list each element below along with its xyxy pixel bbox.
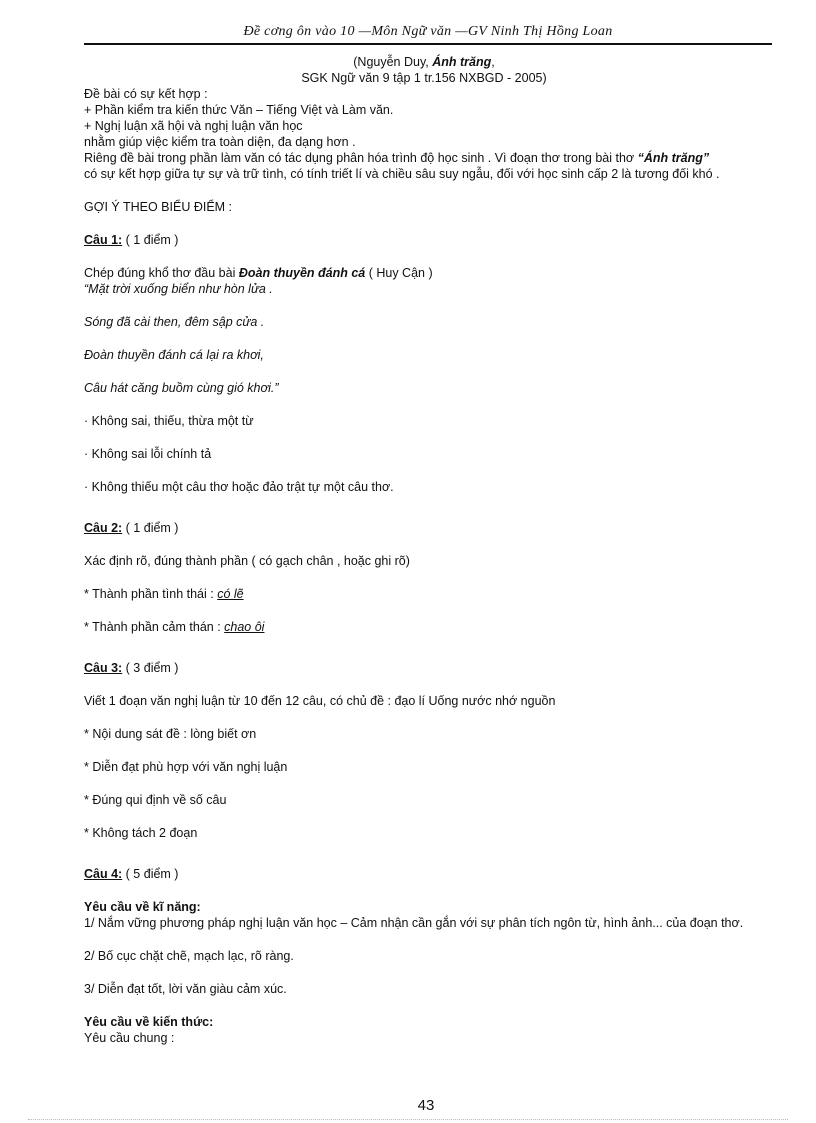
intro-note-suffix: có sự kết hợp giữa tự sự và trữ tình, có tính triết lí và chiều sâu suy ngẫu, đối với học sinh cấp 2 là tương đối khó . (84, 167, 720, 181)
citation-title: Ánh trăng (432, 55, 492, 69)
poem-line: Câu hát căng buồm cùng gió khơi.” (84, 381, 279, 395)
q3-heading (84, 660, 764, 676)
q3-criterion: * Không tách 2 đoạn (84, 826, 198, 840)
q1-task-title: Đoàn thuyền đánh cá (238, 266, 366, 280)
q3-criterion: * Nội dung sát đề : lòng biết ơn (84, 727, 257, 741)
poem-line: Sóng đã cài then, đêm sập cửa . (84, 315, 265, 329)
footer-divider (28, 1119, 788, 1120)
q4-knowledge-heading: Yêu cầu về kiến thức: (84, 1015, 214, 1029)
citation-open: (Nguyễn Duy, (353, 55, 433, 69)
q2-item-label: * Thành phần tình thái : (84, 587, 218, 601)
poem-line: “Mặt trời xuống biển như hòn lửa . (84, 282, 273, 296)
q4-skill: 3/ Diễn đạt tốt, lời văn giàu cảm xúc. (84, 982, 287, 996)
citation-source: SGK Ngữ văn 9 tập 1 tr.156 NXBGD - 2005) (301, 71, 547, 85)
q1-score: ( 1 điểm ) (122, 233, 179, 247)
q1-task-prefix: Chép đúng khổ thơ đầu bài (84, 266, 239, 280)
q2-heading (84, 520, 764, 536)
guide-heading: GỢI Ý THEO BIỂU ĐIỂM : (84, 200, 233, 214)
q2-item (84, 586, 764, 602)
q3-score: ( 3 điểm ) (122, 661, 179, 675)
q1-task-suffix: ( Huy Cận ) (365, 266, 433, 280)
intro-note-title: “Ánh trăng” (637, 151, 710, 165)
q4-knowledge-general: Yêu cầu chung : (84, 1031, 175, 1045)
header-divider (84, 43, 772, 45)
citation (84, 54, 764, 86)
page-number: 43 (417, 1097, 435, 1114)
intro (84, 86, 764, 182)
q4-heading (84, 866, 764, 882)
q2-item-label: * Thành phần cảm thán : (84, 620, 225, 634)
q3-task: Viết 1 đoạn văn nghị luận từ 10 đến 12 câu, có chủ đề : đạo lí Uống nước nhớ nguồn (84, 694, 556, 708)
q4-score: ( 5 điểm ) (122, 867, 179, 881)
page-header-title: Đề cơng ôn vào 10 —Môn Ngữ văn —GV Ninh Thị Hồng Loan (243, 24, 613, 39)
intro-note (84, 150, 764, 166)
q1-heading (84, 232, 764, 248)
q2-item (84, 619, 764, 635)
q1-criterion: · Không sai, thiếu, thừa một từ (84, 414, 254, 428)
q1-criterion: · Không thiếu một câu thơ hoặc đảo trật tự một câu thơ. (84, 480, 394, 494)
q2-title: Câu 2: (84, 521, 123, 535)
intro-line: + Nghị luận xã hội và nghị luận văn học (84, 119, 303, 133)
q1-title: Câu 1: (84, 233, 123, 247)
q4-skills-heading: Yêu cầu về kĩ năng: (84, 900, 201, 914)
q2-task: Xác định rõ, đúng thành phần ( có gạch chân , hoặc ghi rõ) (84, 554, 410, 568)
q2-score: ( 1 điểm ) (122, 521, 179, 535)
q2-item-value: chao ôi (224, 620, 265, 634)
q4-skill: 2/ Bố cục chặt chẽ, mạch lạc, rõ ràng. (84, 949, 294, 963)
q2-item-value: có lẽ (217, 587, 244, 601)
q1-criterion: · Không sai lỗi chính tả (84, 447, 212, 461)
intro-line: Đề bài có sự kết hợp : (84, 87, 208, 101)
q1-task (84, 265, 764, 281)
q3-criterion: * Đúng qui định về số câu (84, 793, 227, 807)
q4-title: Câu 4: (84, 867, 123, 881)
intro-line: nhằm giúp việc kiểm tra toàn diện, đa dạng hơn . (84, 135, 356, 149)
document-body (84, 54, 764, 1046)
intro-note-prefix: Riêng đề bài trong phần làm văn có tác dụng phân hóa trình độ học sinh . Vì đoạn thơ trong bài thơ (84, 151, 638, 165)
poem-line: Đoàn thuyền đánh cá lại ra khơi, (84, 348, 264, 362)
citation-close: , (491, 55, 495, 69)
q3-criterion: * Diễn đạt phù hợp với văn nghị luận (84, 760, 288, 774)
q3-title: Câu 3: (84, 661, 123, 675)
intro-line: + Phần kiểm tra kiến thức Văn – Tiếng Việt và Làm văn. (84, 103, 394, 117)
q4-skill: 1/ Nắm vững phương pháp nghị luận văn học – Cảm nhận cần gắn với sự phân tích ngôn từ, hình ảnh... của đoạn thơ. (84, 916, 744, 930)
